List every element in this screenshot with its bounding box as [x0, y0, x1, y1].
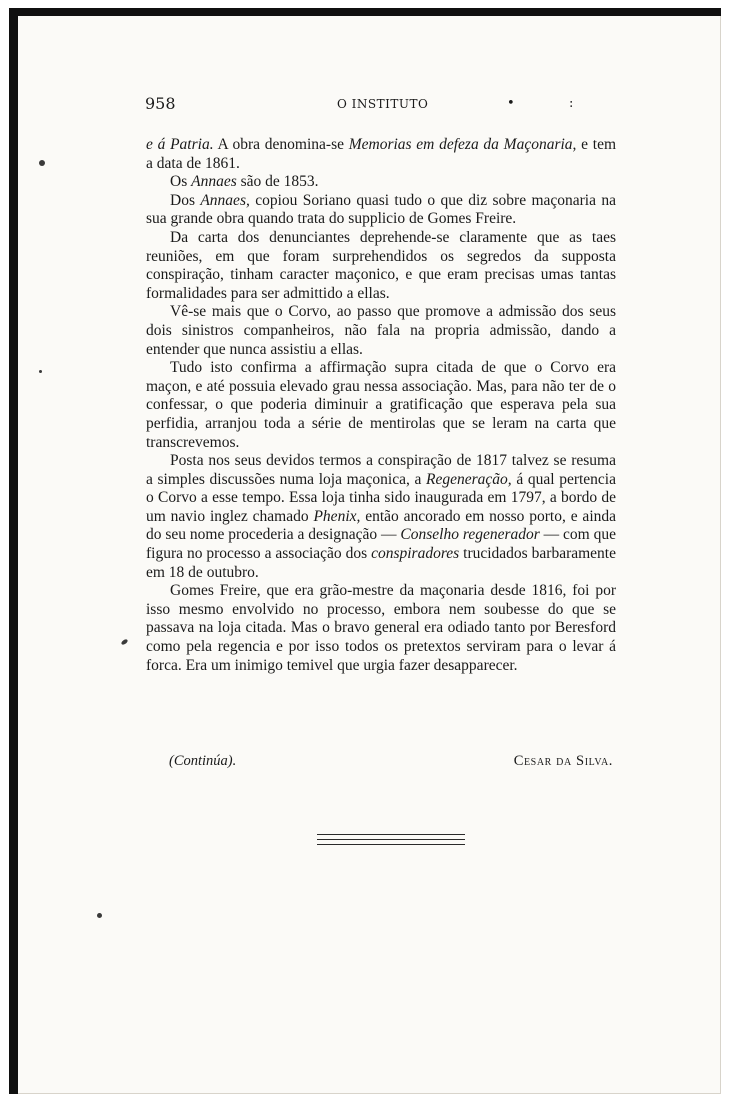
page-header — [137, 94, 597, 118]
paragraph-3 — [146, 192, 616, 229]
p2-italic: Annaes — [191, 173, 237, 191]
paragraph-5: Vê-se mais que o Corvo, ao passo que promove a admissão dos seus dois sinistros companheiros, não fala na propria admissão, dando a entender que nunca assistiu a ellas. — [146, 303, 616, 358]
paragraph-2 — [146, 173, 616, 192]
p1-italic-a: e á Patria. — [146, 136, 214, 153]
scan-border-left — [9, 8, 18, 1094]
p7-italic-d: conspiradores — [371, 545, 460, 563]
end-rule-middle — [317, 839, 465, 840]
header-dot-mark: • — [507, 96, 515, 111]
running-title: O INSTITUTO — [337, 97, 429, 111]
paragraph-8: Gomes Freire, que era grão-mestre da maçonaria desde 1816, foi por isso mesmo envolvido no processo, embora nem soubesse do que se passava na loja citada. Mas o bravo general era odiado tanto por Beresford como pela regencia e por isso todos os pretextos serviram para o levar á forca. Era um inimigo temivel que urgia fazer desapparecer. — [146, 582, 616, 674]
ink-speck — [39, 160, 45, 166]
paragraph-1 — [146, 136, 616, 173]
page-number: 958 — [145, 94, 176, 113]
paragraph-4: Da carta dos denunciantes deprehende-se claramente que as taes reuniões, em que foram surprehendidos os segredos da supposta conspiração, tinham caracter maçonico, e que eram precisas umas tantas formalidades para ser admittido a ellas. — [146, 228, 616, 302]
paragraph-6: Tudo isto confirma a affirmação supra citada de que o Corvo era maçon, e até possuia elevado grau nessa associação. Mas, para não ter de o confessar, o que poderia diminuir a gratificação que esperava pela sua perfidia, arranjou toda a série de mentirolas que se leram na carta que transcrevemos. — [146, 359, 616, 451]
p1-text-a: A obra denomina-se — [213, 136, 349, 153]
p7-text-d: — com que figura no processo a associação dos — [146, 526, 616, 563]
p2-text-b: são de 1853. — [236, 173, 319, 191]
p1-text-b: e tem a data de 1861. — [146, 136, 616, 172]
p7-text-b: á qual pertencia o Corvo a esse tempo. Essa loja tinha sido inaugurada em 1797, a bordo de um navio inglez chamado — [146, 470, 616, 525]
end-rule-top — [317, 834, 465, 835]
p7-italic-c: Conselho regenerador — [400, 526, 540, 544]
p1-italic-b: Memorias em defeza da Maçonaria, — [348, 136, 577, 153]
header-colon-mark: : — [569, 96, 574, 111]
ink-speck — [120, 638, 128, 645]
p7-italic-b: Phenix, — [313, 507, 361, 525]
p7-text-e: trucidados barbaramente em 18 de outubro. — [146, 545, 616, 581]
document-page — [9, 8, 721, 1094]
p7-text-a: Posta nos seus devidos termos a conspiração de 1817 talvez se resuma a simples discussões numa loja maçonica, a — [146, 452, 616, 488]
author-signature: Cesar da Silva. — [513, 753, 613, 769]
article-body — [146, 136, 616, 675]
end-rule-bottom — [317, 844, 465, 845]
scan-border-top — [9, 8, 721, 16]
ink-speck — [97, 913, 102, 918]
p3-text-a: Dos — [170, 191, 201, 209]
p7-text-c: então ancorado em nosso porto, e ainda do seu nome procederia a designação — — [146, 507, 617, 544]
p3-text-b: copiou Soriano quasi tudo o que diz sobre maçonaria na sua grande obra quando trata do supplicio de Gomes Freire. — [146, 191, 616, 228]
paragraph-7 — [146, 452, 616, 582]
p2-text-a: Os — [170, 173, 192, 191]
ink-speck — [39, 370, 42, 373]
p7-italic-a: Regeneração, — [426, 470, 512, 488]
continua-note: (Continúa). — [169, 753, 237, 769]
p3-italic: Annaes, — [200, 191, 250, 209]
